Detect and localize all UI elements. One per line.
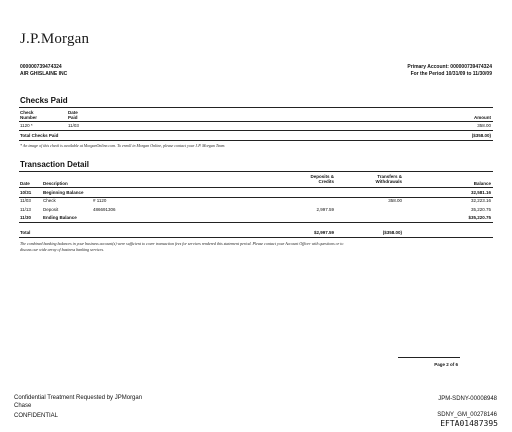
col-check-number-2: Number	[20, 115, 38, 120]
jpmorgan-logo: J.P.Morgan	[20, 31, 90, 47]
col-date-paid-2: Paid	[68, 115, 78, 120]
bates-jpm: JPM-SDNY-00008948	[438, 396, 497, 402]
check-number-cell: 1120 *	[20, 123, 33, 128]
txn-withdrawals-cell: 358.00	[388, 198, 402, 204]
footer-confidential-1: Confidential Treatment Requested by JPMorgan	[14, 395, 143, 401]
col-deposits-2: Credits	[318, 179, 334, 184]
page-rule	[398, 357, 460, 358]
txn-detail-cell: # 1120	[93, 198, 107, 204]
txn-date-cell: 10/31	[20, 190, 32, 195]
txn-total-withdrawals: ($358.00)	[382, 230, 402, 235]
check-date-cell: 11/03	[68, 123, 79, 128]
txn-date-cell: 11/30	[20, 215, 32, 221]
txn-balance-cell: 35,220.75	[470, 206, 491, 212]
txn-balance-cell: 32,223.16	[470, 198, 491, 204]
row-rule	[19, 222, 493, 223]
txn-description-cell: Deposit	[43, 206, 59, 212]
txn-note-line2: discuss our wide array of business banking services.	[20, 247, 104, 252]
txn-balance-cell: $35,220.75	[468, 215, 491, 221]
col-transfers-2: Withdrawals	[375, 179, 402, 184]
col-description: Description	[43, 181, 68, 186]
txn-total-label: Total	[20, 230, 31, 235]
txn-description-cell: Ending Balance	[43, 215, 77, 221]
footer-confidential-3: CONFIDENTIAL	[14, 413, 59, 419]
txn-date-cell: 11/13	[20, 206, 31, 212]
col-date: Date	[20, 181, 30, 186]
col-check-number-1: Check	[20, 110, 34, 115]
checks-paid-title: Checks Paid	[20, 96, 68, 105]
row-rule	[19, 130, 493, 131]
txn-note-line1: The combined banking balances in your business account(s) were sufficient to cover transaction fees for services rendered this statement period. Please contact your Account Officer with questions or to	[20, 241, 344, 246]
section-rule	[19, 107, 493, 108]
transaction-detail-title: Transaction Detail	[20, 160, 89, 169]
account-name: AIR GHISLAINE INC	[20, 71, 68, 77]
footer-confidential-2: Chase	[14, 403, 32, 409]
header-rule	[19, 121, 493, 122]
section-rule	[19, 171, 493, 172]
col-date-paid-1: Date	[68, 110, 78, 115]
txn-description-cell: Beginning Balance	[43, 190, 84, 195]
account-number: 000000739474324	[20, 64, 62, 70]
txn-detail-cell: 486691306	[93, 206, 116, 212]
txn-balance-cell: 32,581.16	[470, 190, 491, 195]
bates-sdny: SDNY_GM_00278146	[437, 412, 497, 418]
total-rule	[19, 140, 493, 141]
primary-account: Primary Account: 000000739474324	[407, 64, 492, 70]
total-checks-label: Total Checks Paid	[20, 133, 59, 138]
col-balance: Balance	[473, 181, 491, 186]
total-checks-amount: ($358.00)	[471, 133, 491, 138]
col-deposits-1: Deposits &	[310, 174, 334, 179]
txn-description-cell: Check	[43, 198, 56, 204]
header-rule	[19, 187, 493, 188]
check-amount-cell: 358.00	[477, 123, 491, 128]
txn-date-cell: 11/03	[20, 198, 31, 204]
col-transfers-1: Transfers &	[377, 174, 402, 179]
page-number: Page 2 of 6	[434, 362, 458, 367]
total-rule	[19, 237, 493, 238]
statement-period: For the Period 10/31/09 to 11/30/09	[410, 71, 492, 77]
row-rule	[19, 197, 493, 198]
checks-note: * An image of this check is available at MorganOnline.com. To enroll in Morgan Online, please contact your J.P. Morgan Team.	[20, 143, 226, 148]
txn-deposits-cell: 2,997.59	[316, 206, 334, 212]
efta-stamp: EFTA01487395	[440, 419, 498, 428]
txn-total-deposits: $2,997.59	[313, 230, 334, 235]
col-amount: Amount	[474, 115, 491, 120]
